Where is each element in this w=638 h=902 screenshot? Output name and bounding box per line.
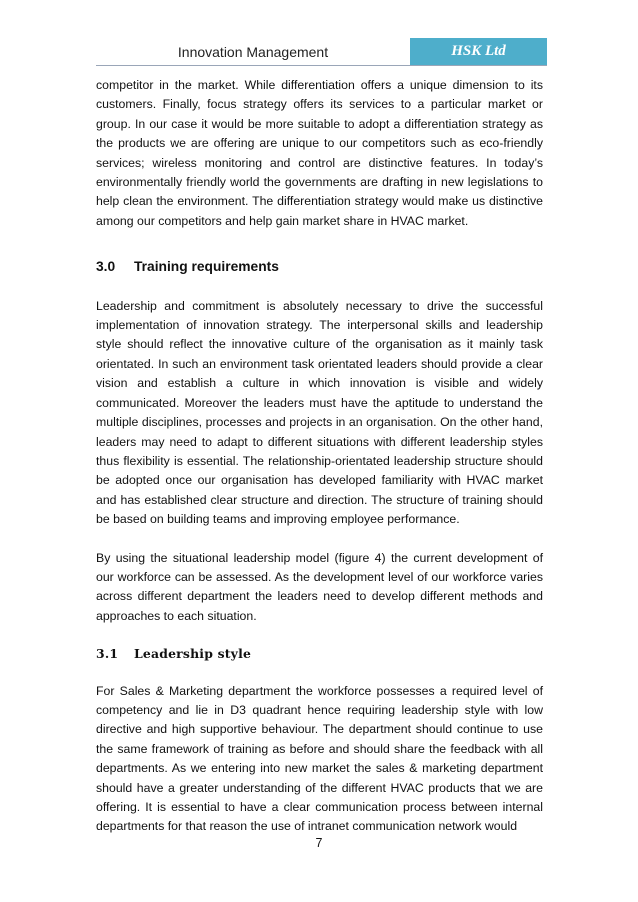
intro-paragraph: competitor in the market. While differentiation offers a unique dimension to its customers. Finally, focus strategy offers its services to a particular market or group. In our case it would be more suitable to adopt a differentiation strategy as the products we are offering are unique to our competitors such as eco-friendly services; wireless monitoring and control are distinctive features. In today’s environmentally friendly world the governments are drafting in new legislations to help clean the environment. The differentiation strategy would make us distinctive among our competitors and help gain market share in HVAC market. (96, 78, 543, 228)
page-header (96, 38, 547, 66)
section-3-paragraph-1: Leadership and commitment is absolutely necessary to drive the successful implementation of innovation strategy. The interpersonal skills and leadership style should reflect the innovative culture of the organisation as it mainly task orientated. In such an environment task orientated leaders should provide a clear vision and establish a culture in which innovation is visible and widely communicated. Moreover the leaders must have the aptitude to understand the multiple disciplines, processes and projects in an organisation. On the other hand, leaders may need to adapt to different situations with different leadership styles thus flexibility is essential. The relationship-orientated leadership structure should be adopted once our organisation has developed familiarity with HVAC market and has established clear structure and direction. The structure of training should be based on building teams and improving employee performance. (96, 298, 543, 527)
section-3-paragraph-2: By using the situational leadership model (figure 4) the current development of our workforce can be assessed. As the development level of our workforce varies across different department the leaders need to develop different methods and approaches to each situation. (96, 550, 543, 623)
page-number: 7 (315, 836, 323, 850)
section-3-1-number: 3.1 (96, 646, 119, 662)
section-3-number: 3.0 (96, 259, 116, 275)
section-3-1-title: Leadership style (134, 646, 252, 662)
header-company-badge: HSK Ltd (410, 38, 547, 65)
section-3-1-heading (96, 644, 543, 663)
header-title: Innovation Management (177, 43, 329, 60)
section-3-heading (96, 257, 543, 276)
section-3-title: Training requirements (134, 259, 279, 275)
section-3-1-paragraph: For Sales & Marketing department the workforce possesses a required level of competency and lie in D3 quadrant hence requiring leadership style with low directive and high supportive behaviour. The department should continue to use the same framework of training as before and should share the feedback with all departments. As we entering into new market the sales & marketing department should have a greater understanding of the different HVAC products that we are offering. It is essential to have a clear communication process between internal departments for that reason the use of intranet communication network would (96, 683, 543, 834)
document-body (96, 76, 543, 837)
